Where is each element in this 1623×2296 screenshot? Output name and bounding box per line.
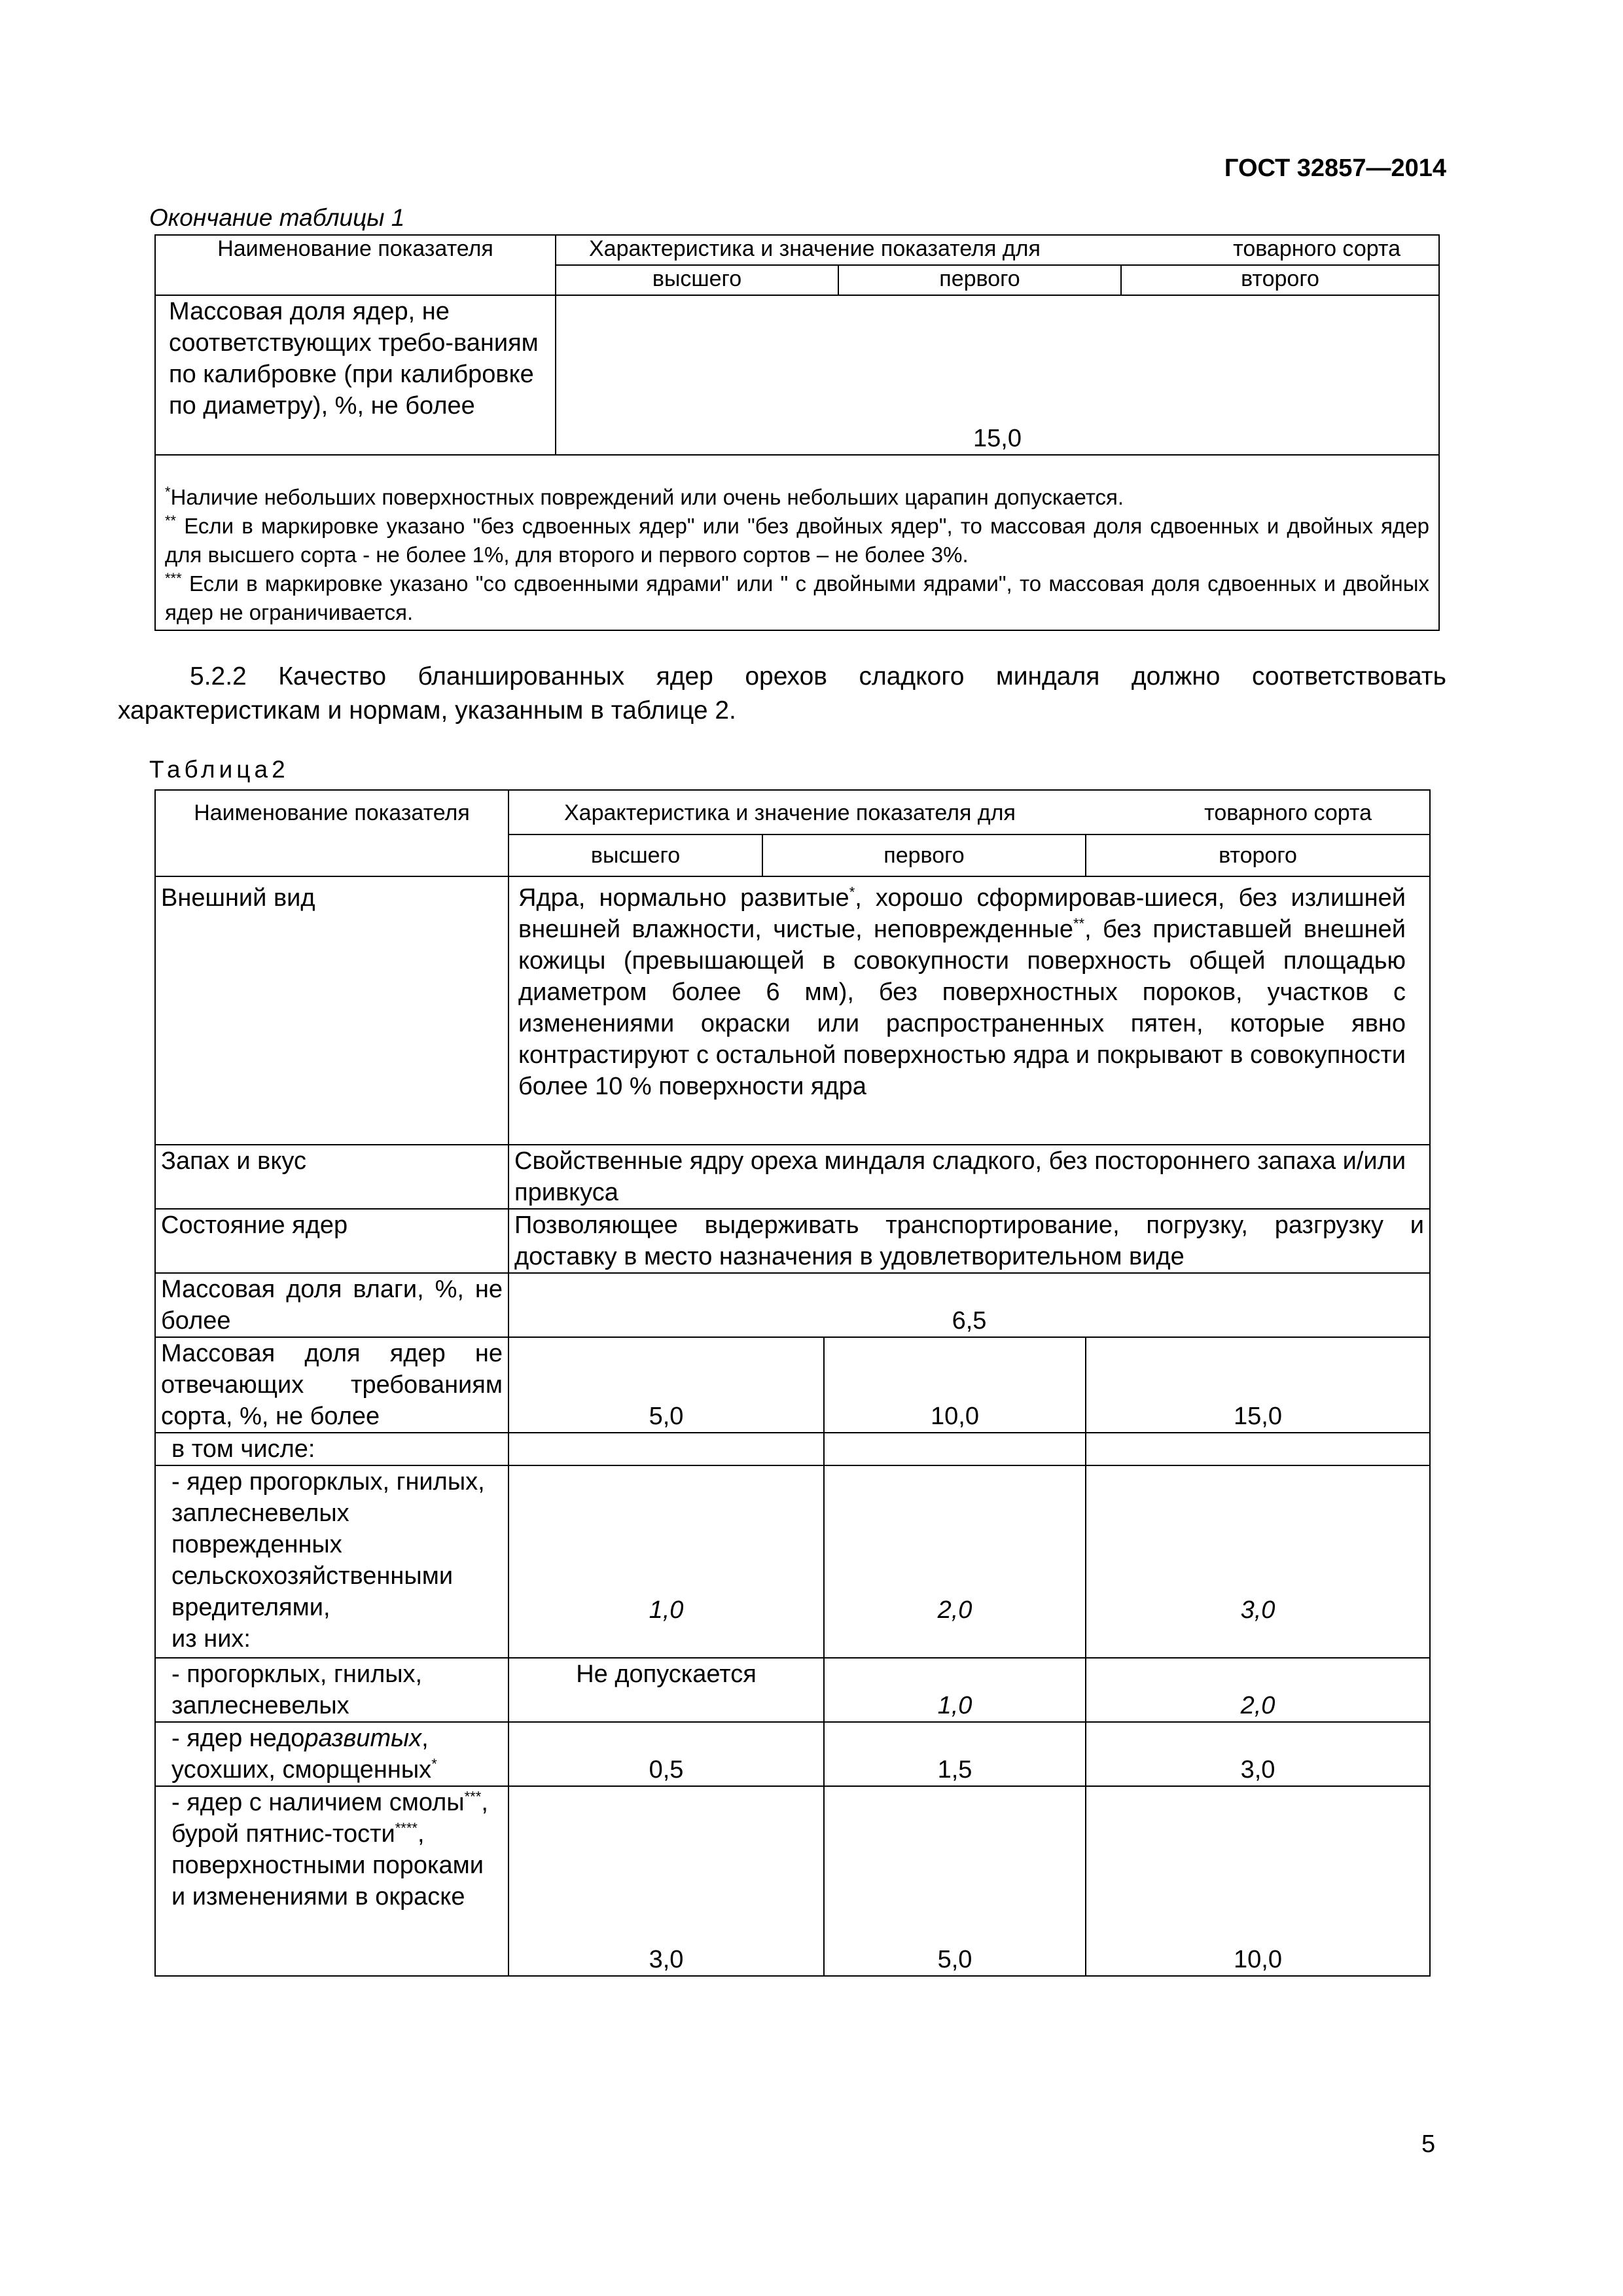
t2-appearance-name: Внешний вид: [155, 876, 508, 1145]
t1-row-value: 15,0: [556, 295, 1439, 455]
t2-underdev-v3: 3,0: [1086, 1722, 1430, 1786]
t2-rancid-name: - ядер прогорклых, гнилых, заплесневелых поврежденных сельскохозяйственными вредителями, из них:: [155, 1465, 508, 1658]
t2-nonconform-v2: 10,0: [824, 1337, 1086, 1433]
t2-smell-value: Свойственные ядру ореха миндаля сладкого, без постороннего запаха и/или привкуса: [508, 1145, 1430, 1209]
t1-grade-first: первого: [838, 265, 1121, 295]
t1-note-1: *Наличие небольших поверхностных повреждений или очень небольших царапин допускается.: [165, 484, 1124, 509]
t1-grade-second: второго: [1121, 265, 1439, 295]
t2-rancid-sub-v2: 1,0: [824, 1658, 1086, 1722]
t2-nonconform-v1: 5,0: [508, 1337, 824, 1433]
t2-underdev-v2: 1,5: [824, 1722, 1086, 1786]
t2-head-sort: товарного сорта: [1204, 800, 1372, 825]
t2-grade-first: первого: [762, 834, 1086, 876]
t2-underdev-v1: 0,5: [508, 1722, 824, 1786]
t2-rancid-sub-name: - прогорклых, гнилых, заплесневелых: [155, 1658, 508, 1722]
t2-state-value: Позволяющее выдерживать транспортирование, погрузку, разгрузку и доставку в место назначения в удовлетворительном виде: [508, 1209, 1430, 1273]
document-code: ГОСТ 32857—2014: [1224, 154, 1446, 182]
t2-state-name: Состояние ядер: [155, 1209, 508, 1273]
t1-notes: [155, 455, 1439, 630]
t2-moisture-name: Массовая доля влаги, %, не более: [155, 1273, 508, 1337]
t1-head-sort: товарного сорта: [1233, 236, 1400, 261]
t1-grade-highest: высшего: [556, 265, 838, 295]
table1-caption: Окончание таблицы 1: [149, 204, 405, 231]
table2: [154, 789, 1431, 1977]
t2-grade-highest: высшего: [508, 834, 762, 876]
t2-including: в том числе:: [155, 1433, 508, 1465]
table2-caption: Таблица2: [149, 756, 289, 783]
t2-including-v3: [1086, 1433, 1430, 1465]
t2-head-name: Наименование показателя: [155, 790, 508, 876]
t1-head-char: [556, 235, 1439, 265]
t2-resin-v1: 3,0: [508, 1786, 824, 1976]
t2-including-v2: [824, 1433, 1086, 1465]
t2-underdev-name: - ядер недоразвитых, усохших, сморщенных*: [155, 1722, 508, 1786]
t2-rancid-sub-v1: Не допускается: [508, 1658, 824, 1722]
t2-rancid-v1: 1,0: [508, 1465, 824, 1658]
t2-nonconform-v3: 15,0: [1086, 1337, 1430, 1433]
t2-moisture-value: 6,5: [508, 1273, 1430, 1337]
t1-head-name: Наименование показателя: [155, 235, 556, 295]
t2-nonconform-name: Массовая доля ядер не отвечающих требованиям сорта, %, не более: [155, 1337, 508, 1433]
page-number: 5: [1421, 2130, 1436, 2158]
t2-including-v1: [508, 1433, 824, 1465]
paragraph-5-2-2: 5.2.2 Качество бланшированных ядер орехов сладкого миндаля должно соответствовать характеристикам и нормам, указанным в таблице 2.: [118, 662, 1446, 725]
t2-grade-second: второго: [1086, 834, 1430, 876]
t2-appearance-value: Ядра, нормально развитые*, хорошо сформировав-шиеся, без излишней внешней влажности, чистые, неповрежденные**, без приставшей внешней кожицы (превышающей в совокупности поверхность общей площадью диаметром более 6 мм), без поверхностных пороков, участков с изменениями окраски или распространенных пятен, которые явно контрастируют с остальной поверхностью ядра и покрывают в совокупности более 10 % поверхности ядра: [508, 876, 1430, 1145]
table1: [154, 234, 1440, 631]
t2-rancid-v2: 2,0: [824, 1465, 1086, 1658]
t2-rancid-sub-v3: 2,0: [1086, 1658, 1430, 1722]
t2-resin-name: - ядер с наличием смолы***, бурой пятнис-тости****, поверхностными пороками и изменениями в окраске: [155, 1786, 508, 1976]
t1-note-3: *** Если в маркировке указано "со сдвоенными ядрами" или " с двойными ядрами", то массовая доля сдвоенных и двойных ядер не ограничивается.: [165, 570, 1429, 624]
t1-row-name: Массовая доля ядер, не соответствующих требо-ваниям по калибровке (при калибровке по диаметру), %, не более: [155, 295, 556, 455]
t2-head-char: [508, 790, 1430, 834]
t2-rancid-v3: 3,0: [1086, 1465, 1430, 1658]
t2-resin-v3: 10,0: [1086, 1786, 1430, 1976]
t2-head-char-text: Характеристика и значение показателя для: [564, 800, 1016, 825]
t2-smell-name: Запах и вкус: [155, 1145, 508, 1209]
t1-head-char-text: Характеристика и значение показателя для: [589, 236, 1041, 261]
t1-note-2: ** Если в маркировке указано "без сдвоенных ядер" или "без двойных ядер", то массовая доля сдвоенных и двойных ядер для высшего сорта - не более 1%, для второго и первого сортов – не более 3%.: [165, 512, 1429, 567]
t2-resin-v2: 5,0: [824, 1786, 1086, 1976]
